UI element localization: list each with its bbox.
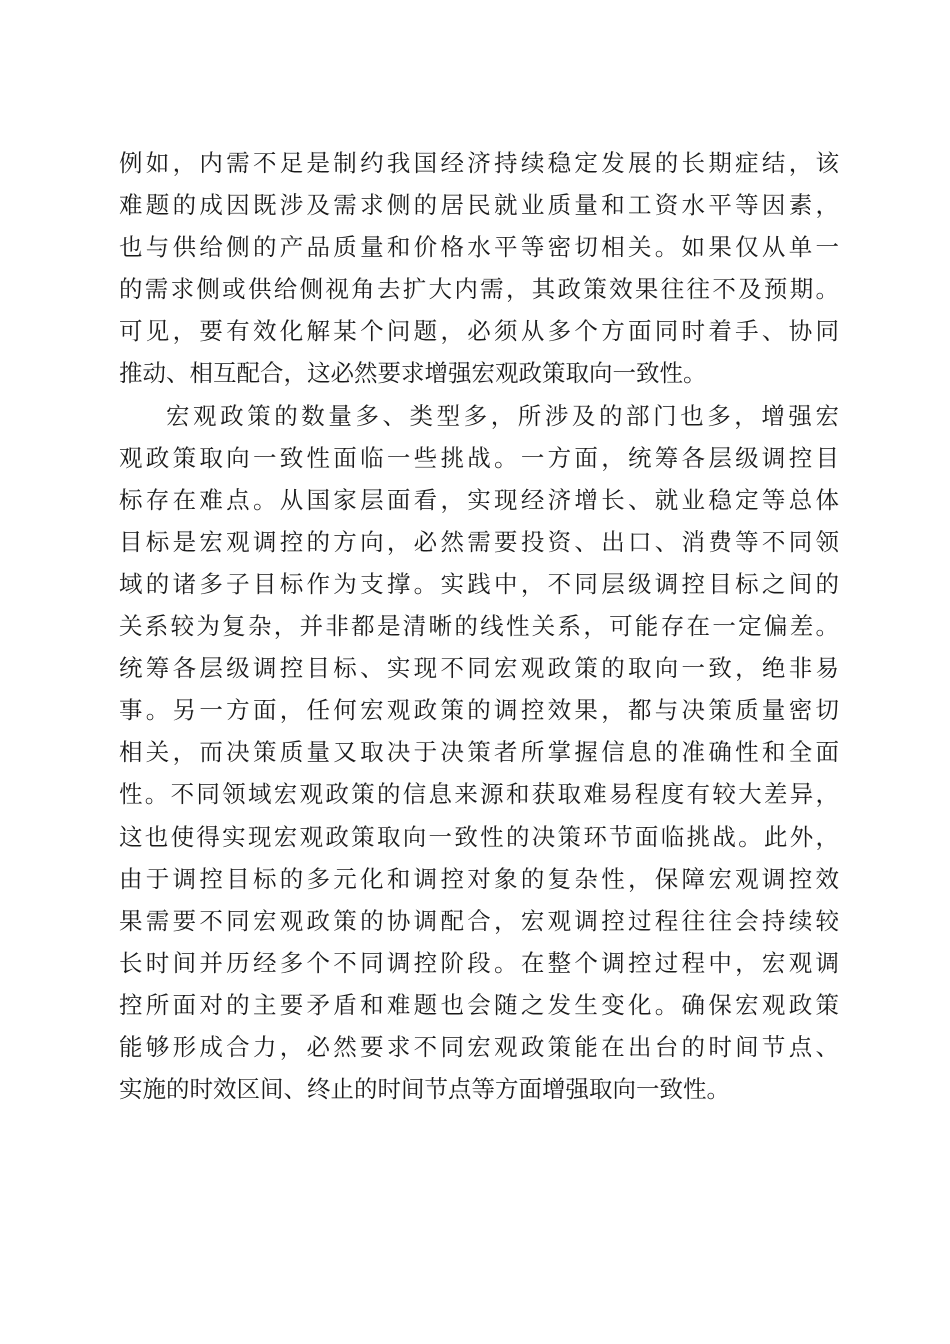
body-text <box>119 142 839 1110</box>
text-line: 推动、相互配合，这必然要求增强宏观政策取向一致性。 <box>119 359 707 388</box>
text-line: 观政策取向一致性面临一些挑战。一方面，统筹各层级调控目 <box>119 443 839 472</box>
text-line: 相关，而决策质量又取决于决策者所掌握信息的准确性和全面 <box>119 738 839 767</box>
text-line: 由于调控目标的多元化和调控对象的复杂性，保障宏观调控效 <box>119 864 839 893</box>
text-line: 也与供给侧的产品质量和价格水平等密切相关。如果仅从单一 <box>119 233 839 262</box>
text-line: 果需要不同宏观政策的协调配合，宏观调控过程往往会持续较 <box>119 906 839 935</box>
text-line: 宏观政策的数量多、类型多，所涉及的部门也多，增强宏 <box>166 401 839 430</box>
text-line: 例如，内需不足是制约我国经济持续稳定发展的长期症结，该 <box>119 149 839 177</box>
text-line: 关系较为复杂，并非都是清晰的线性关系，可能存在一定偏差。 <box>119 612 839 641</box>
text-line: 统筹各层级调控目标、实现不同宏观政策的取向一致，绝非易 <box>119 654 839 683</box>
text-line: 标存在难点。从国家层面看，实现经济增长、就业稳定等总体 <box>119 485 839 514</box>
text-line: 的需求侧或供给侧视角去扩大内需，其政策效果往往不及预期。 <box>119 275 839 304</box>
text-line: 事。另一方面，任何宏观政策的调控效果，都与决策质量密切 <box>119 696 839 725</box>
text-line: 实施的时效区间、终止的时间节点等方面增强取向一致性。 <box>119 1075 730 1104</box>
text-line: 能够形成合力，必然要求不同宏观政策能在出台的时间节点、 <box>119 1032 839 1061</box>
text-line: 域的诸多子目标作为支撑。实践中，不同层级调控目标之间的 <box>119 569 839 598</box>
paragraph-2 <box>119 395 839 1111</box>
paragraph-1 <box>119 142 839 395</box>
text-line: 性。不同领域宏观政策的信息来源和获取难易程度有较大差异， <box>119 780 839 809</box>
text-line: 目标是宏观调控的方向，必然需要投资、出口、消费等不同领 <box>119 527 839 556</box>
text-line: 这也使得实现宏观政策取向一致性的决策环节面临挑战。此外， <box>119 822 839 851</box>
text-line: 长时间并历经多个不同调控阶段。在整个调控过程中，宏观调 <box>119 948 839 977</box>
text-line: 可见，要有效化解某个问题，必须从多个方面同时着手、协同 <box>119 317 839 346</box>
text-line: 难题的成因既涉及需求侧的居民就业质量和工资水平等因素， <box>119 191 839 220</box>
text-line: 控所面对的主要矛盾和难题也会随之发生变化。确保宏观政策 <box>119 990 839 1019</box>
